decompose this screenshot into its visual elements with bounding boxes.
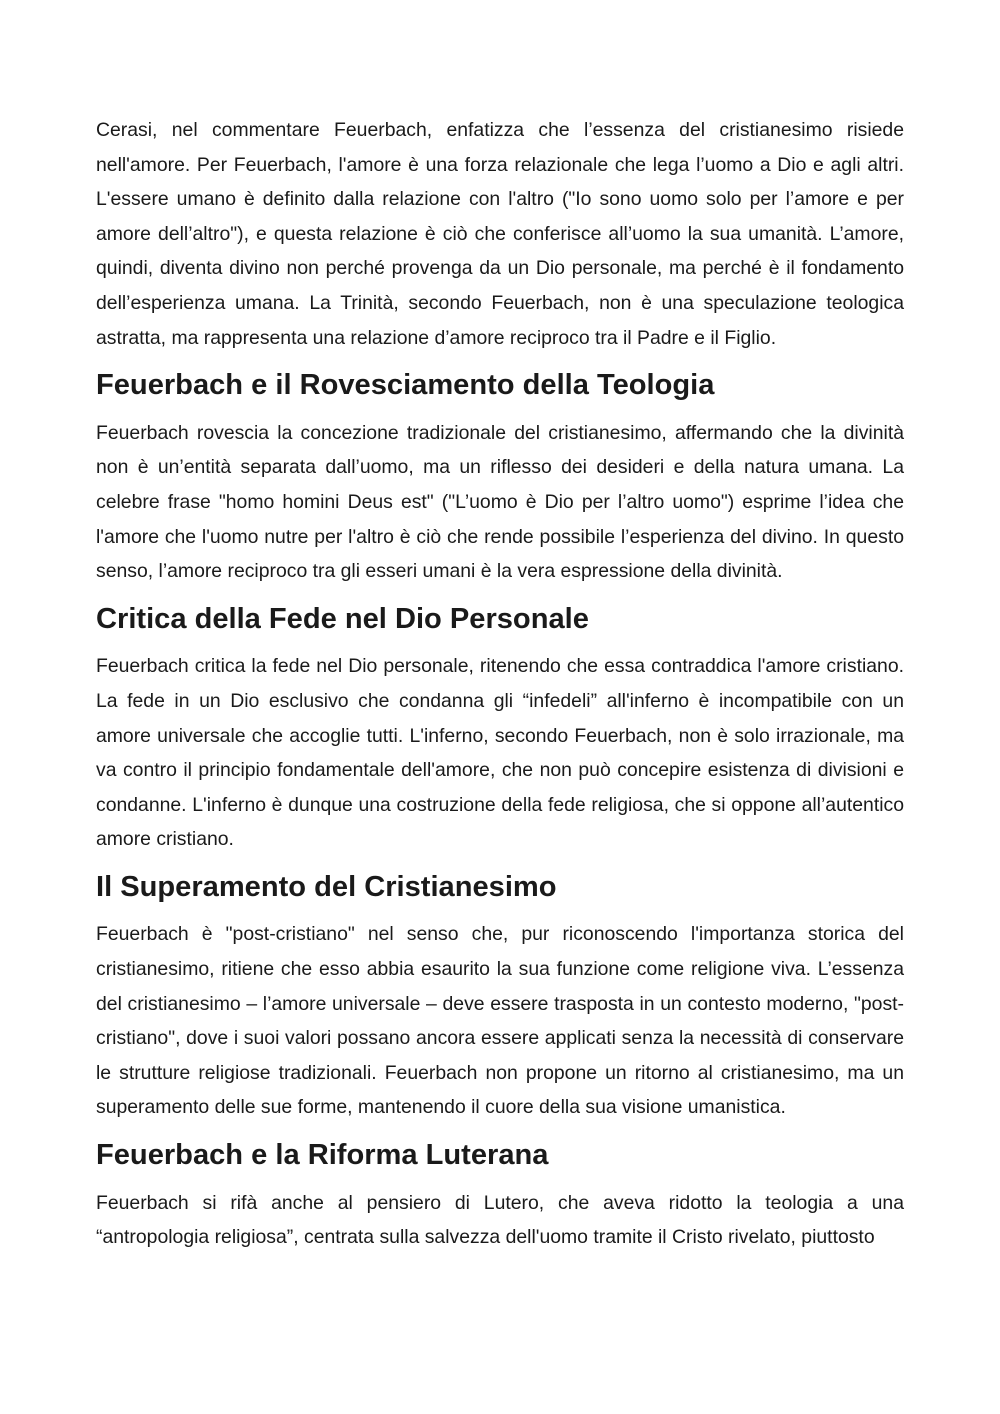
paragraph-critica-fede: Feuerbach critica la fede nel Dio personale, ritenendo che essa contraddica l'amore cristiano. La fede in un Dio esclusivo che condanna gli “infedeli” all'inferno è incompatibile con un amore universale che accoglie tutti. L'inferno, secondo Feuerbach, non è solo irrazionale, ma va contro il principio fondamentale dell'amore, che non può concepire esistenza di divisioni e condanne. L'inferno è dunque una costruzione della fede religiosa, che si oppone all’autentico amore cristiano.	[96, 655, 904, 851]
document-page	[96, 113, 904, 1268]
paragraph-superamento: Feuerbach è "post-cristiano" nel senso che, pur riconoscendo l'importanza storica del cristianesimo, ritiene che esso abbia esaurito la sua funzione come religione viva. L’essenza del cristianesimo – l’amore universale – deve essere trasposta in un contesto moderno, "post-cristiano", dove i suoi valori possano ancora essere applicati senza la necessità di conservare le strutture religiose tradizionali. Feuerbach non propone un ritorno al cristianesimo, ma un superamento delle sue forme, mantenendo il cuore della sua visione umanistica.	[96, 923, 904, 1119]
heading-superamento-cristianesimo: Il Superamento del Cristianesimo	[96, 870, 557, 903]
heading-rovesciamento-teologia: Feuerbach e il Rovesciamento della Teologia	[96, 369, 715, 402]
heading-riforma-luterana: Feuerbach e la Riforma Luterana	[96, 1139, 549, 1172]
paragraph-essenza-amore: Cerasi, nel commentare Feuerbach, enfatizza che l’essenza del cristianesimo risiede nell'amore. Per Feuerbach, l'amore è una forza relazionale che lega l’uomo a Dio e agli altri. L'essere umano è definito dalla relazione con l'altro ("Io sono uomo solo per l’amore e per amore dell’altro"), e questa relazione è ciò che conferisce all’uomo la sua umanità. L’amore, quindi, diventa divino non perché provenga da un Dio personale, ma perché è il fondamento dell’esperienza umana. La Trinità, secondo Feuerbach, non è una speculazione teologica astratta, ma rappresenta una relazione d’amore reciproco tra il Padre e il Figlio.	[96, 119, 904, 349]
paragraph-rovesciamento: Feuerbach rovescia la concezione tradizionale del cristianesimo, affermando che la divinità non è un’entità separata dall’uomo, ma un riflesso dei desideri e della natura umana. La celebre frase "homo homini Deus est" ("L’uomo è Dio per l’altro uomo") esprime l’idea che l'amore che l'uomo nutre per l'altro è ciò che rende possibile l’esperienza del divino. In questo senso, l’amore reciproco tra gli esseri umani è la vera espressione della divinità.	[96, 421, 904, 583]
heading-critica-fede: Critica della Fede nel Dio Personale	[96, 602, 589, 635]
paragraph-riforma-luterana: Feuerbach si rifà anche al pensiero di Lutero, che aveva ridotto la teologia a una “antropologia religiosa”, centrata sulla salvezza dell'uomo tramite il Cristo rivelato, piuttosto	[96, 1191, 904, 1249]
